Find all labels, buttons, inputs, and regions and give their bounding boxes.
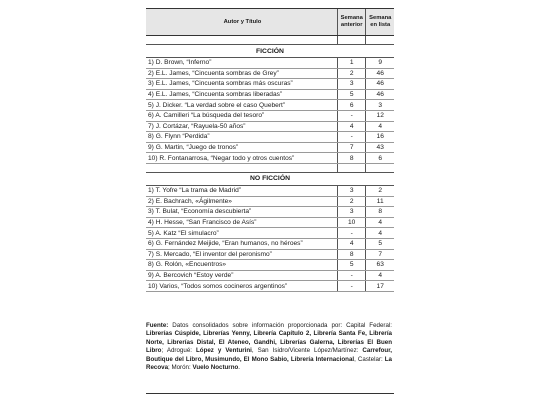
book-title-cell: 8) G. Rolón, «Encuentros» bbox=[146, 260, 337, 271]
previous-week-cell: 2 bbox=[337, 196, 366, 207]
book-title-cell: 4) E.L. James, “Cincuenta sombras liberadas” bbox=[146, 89, 337, 100]
weeks-on-list-cell: 17 bbox=[366, 281, 394, 292]
table-row bbox=[146, 260, 394, 271]
bottom-rule bbox=[146, 393, 394, 394]
table-row bbox=[146, 228, 394, 239]
book-title-cell: 6) A. Camilleri “La búsqueda del tesoro” bbox=[146, 110, 337, 121]
source-text-mid3: , Castelar: bbox=[354, 355, 385, 363]
source-stores-castelar: La Recova bbox=[146, 355, 392, 372]
source-stores-san-isidro: Carrefour, Boutique del Libro, Musimundo, El Mono Sabio, Librería Internacional bbox=[146, 347, 392, 363]
previous-week-cell: - bbox=[337, 281, 366, 292]
source-note bbox=[146, 322, 392, 372]
previous-week-cell: 1 bbox=[337, 58, 366, 69]
book-title-cell: 9) A. Bercovich “Estoy verde” bbox=[146, 270, 337, 281]
book-title-cell: 9) G. Martin, “Juego de tronos” bbox=[146, 142, 337, 153]
spacer-cell bbox=[337, 36, 366, 45]
source-stores-capital: Librerías Cúspide, Librerías Yenny, Librería Capítulo 2, Librería Santa Fe, Librería Norte, Librerías Distal, El Ateneo, Gandhi, Librerías Galerna, Librerías El Buen Libro bbox=[146, 330, 392, 355]
spacer-cell bbox=[366, 163, 394, 172]
table-row bbox=[146, 132, 394, 143]
weeks-on-list-cell: 3 bbox=[366, 100, 394, 111]
table-row bbox=[146, 79, 394, 90]
previous-week-cell: - bbox=[337, 228, 366, 239]
book-title-cell: 2) E.L. James, “Cincuenta sombras de Grey” bbox=[146, 68, 337, 79]
previous-week-cell: 10 bbox=[337, 217, 366, 228]
book-title-cell: 5) J. Dicker. “La verdad sobre el caso Quebert” bbox=[146, 100, 337, 111]
book-title-cell: 2) E. Bachrach, «Ágilmente» bbox=[146, 196, 337, 207]
header-previous-week: Semana anterior bbox=[337, 9, 366, 36]
source-text-mid1: ; Adrogué: bbox=[161, 347, 197, 355]
source-label: Fuente: bbox=[146, 322, 169, 329]
weeks-on-list-cell: 4 bbox=[366, 228, 394, 239]
table-end-row bbox=[146, 291, 394, 296]
previous-week-cell: - bbox=[337, 110, 366, 121]
section-heading: NO FICCIÓN bbox=[146, 172, 394, 185]
weeks-on-list-cell: 46 bbox=[366, 79, 394, 90]
table-header-row bbox=[146, 9, 394, 36]
weeks-on-list-cell: 7 bbox=[366, 249, 394, 260]
weeks-on-list-cell: 4 bbox=[366, 270, 394, 281]
header-weeks-on-list: Semana en lista bbox=[366, 9, 394, 36]
table-row bbox=[146, 207, 394, 218]
book-title-cell: 3) T. Bulat, “Economía descubierta” bbox=[146, 207, 337, 218]
spacer-cell bbox=[146, 163, 337, 172]
source-text-mid4: ; Morón: bbox=[168, 364, 193, 372]
previous-week-cell: 5 bbox=[337, 260, 366, 271]
table-row bbox=[146, 217, 394, 228]
table-row bbox=[146, 281, 394, 292]
table-row bbox=[146, 249, 394, 260]
source-text-end: . bbox=[238, 364, 241, 372]
table-row bbox=[146, 89, 394, 100]
previous-week-cell: - bbox=[337, 132, 366, 143]
bestseller-table bbox=[146, 8, 394, 296]
table-end-cell bbox=[146, 291, 394, 296]
book-title-cell: 3) E.L. James, “Cincuenta sombras más oscuras” bbox=[146, 79, 337, 90]
table-row bbox=[146, 68, 394, 79]
previous-week-cell: 8 bbox=[337, 153, 366, 164]
section-heading: FICCIÓN bbox=[146, 45, 394, 58]
table-row bbox=[146, 153, 394, 164]
previous-week-cell: - bbox=[337, 270, 366, 281]
table-row bbox=[146, 110, 394, 121]
source-text-intro: Datos consolidados sobre información proporcionada por: Capital Federal: bbox=[168, 322, 392, 329]
weeks-on-list-cell: 16 bbox=[366, 132, 394, 143]
previous-week-cell: 3 bbox=[337, 185, 366, 196]
table-row bbox=[146, 185, 394, 196]
previous-week-cell: 2 bbox=[337, 68, 366, 79]
bestseller-table-frame bbox=[146, 8, 394, 296]
previous-week-cell: 3 bbox=[337, 207, 366, 218]
table-body bbox=[146, 36, 394, 296]
weeks-on-list-cell: 12 bbox=[366, 110, 394, 121]
section-heading-row bbox=[146, 172, 394, 185]
weeks-on-list-cell: 4 bbox=[366, 217, 394, 228]
spacer-cell bbox=[146, 36, 337, 45]
weeks-on-list-cell: 6 bbox=[366, 153, 394, 164]
weeks-on-list-cell: 11 bbox=[366, 196, 394, 207]
weeks-on-list-cell: 9 bbox=[366, 58, 394, 69]
section-spacer bbox=[146, 163, 394, 172]
weeks-on-list-cell: 43 bbox=[366, 142, 394, 153]
source-stores-adrogue: López y Venturini bbox=[196, 347, 252, 355]
book-title-cell: 7) J. Cortázar, “Rayuela-50 años” bbox=[146, 121, 337, 132]
book-title-cell: 10) Varios, “Todos somos cocineros argentinos” bbox=[146, 281, 337, 292]
spacer-cell bbox=[337, 163, 366, 172]
source-stores-moron: Vuelo Nocturno bbox=[192, 364, 239, 372]
previous-week-cell: 5 bbox=[337, 89, 366, 100]
book-title-cell: 1) D. Brown, “Inferno” bbox=[146, 58, 337, 69]
previous-week-cell: 4 bbox=[337, 238, 366, 249]
weeks-on-list-cell: 5 bbox=[366, 238, 394, 249]
book-title-cell: 1) T. Yofre “La trama de Madrid” bbox=[146, 185, 337, 196]
previous-week-cell: 8 bbox=[337, 249, 366, 260]
weeks-on-list-cell: 2 bbox=[366, 185, 394, 196]
book-title-cell: 10) R. Fontanarrosa, “Negar todo y otros cuentos” bbox=[146, 153, 337, 164]
table-row bbox=[146, 196, 394, 207]
previous-week-cell: 4 bbox=[337, 121, 366, 132]
table-row bbox=[146, 142, 394, 153]
spacer-cell bbox=[366, 36, 394, 45]
section-spacer bbox=[146, 36, 394, 45]
table-row bbox=[146, 270, 394, 281]
table-row bbox=[146, 58, 394, 69]
weeks-on-list-cell: 4 bbox=[366, 121, 394, 132]
weeks-on-list-cell: 63 bbox=[366, 260, 394, 271]
table-row bbox=[146, 238, 394, 249]
book-title-cell: 4) H. Hesse, “San Francisco de Asís” bbox=[146, 217, 337, 228]
previous-week-cell: 3 bbox=[337, 79, 366, 90]
weeks-on-list-cell: 46 bbox=[366, 68, 394, 79]
table-row bbox=[146, 121, 394, 132]
book-title-cell: 5) A. Katz “El simulacro” bbox=[146, 228, 337, 239]
weeks-on-list-cell: 8 bbox=[366, 207, 394, 218]
header-author-title: Autor y Título bbox=[146, 9, 337, 36]
book-title-cell: 7) S. Mercado, “El inventor del peronismo” bbox=[146, 249, 337, 260]
weeks-on-list-cell: 46 bbox=[366, 89, 394, 100]
previous-week-cell: 7 bbox=[337, 142, 366, 153]
source-text-mid2: , San Isidro/Vicente López/Martínez: bbox=[251, 347, 363, 355]
previous-week-cell: 6 bbox=[337, 100, 366, 111]
book-title-cell: 6) G. Fernández Meijide, “Eran humanos, no héroes” bbox=[146, 238, 337, 249]
table-row bbox=[146, 100, 394, 111]
section-heading-row bbox=[146, 45, 394, 58]
book-title-cell: 8) G. Flynn “Perdida” bbox=[146, 132, 337, 143]
